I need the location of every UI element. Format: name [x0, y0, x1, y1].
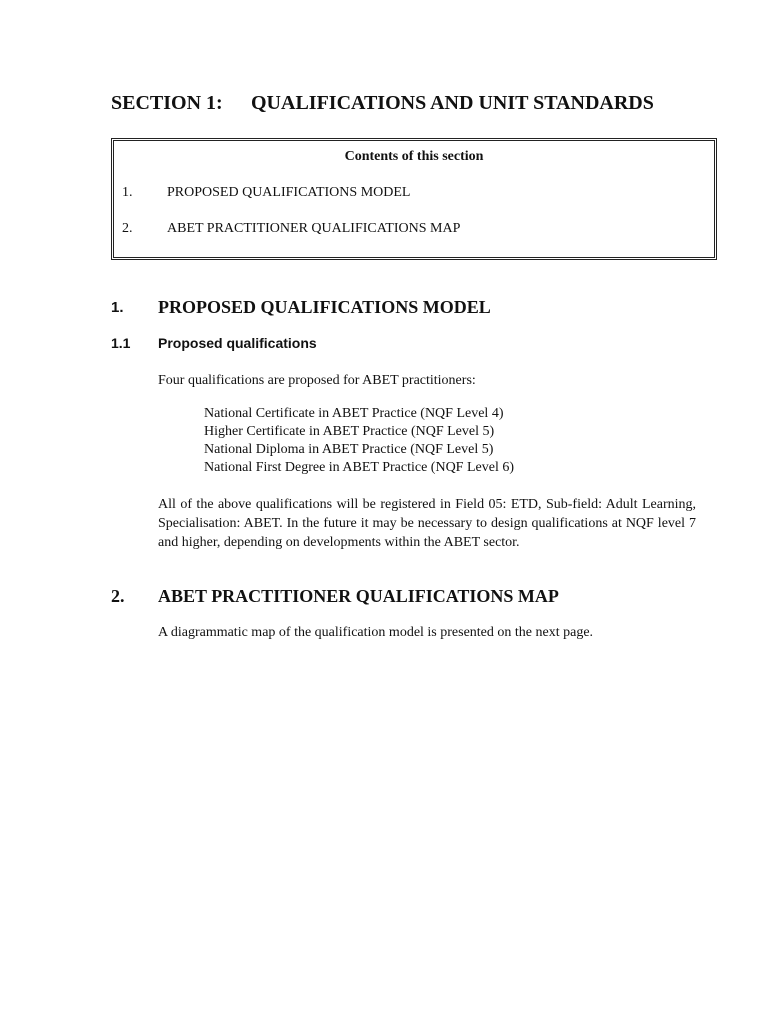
- list-item: Higher Certificate in ABET Practice (NQF Level 5): [204, 424, 495, 439]
- subheading-text: Proposed qualifications: [158, 335, 317, 351]
- registration-paragraph: All of the above qualifications will be registered in Field 05: ETD, Sub-field: Adult Learning, Specialisation: ABET. In the future it may be necessary to design qualifications at NQF level 7 and higher, depending on developments within the ABET sector.: [158, 497, 696, 550]
- heading-number: 2.: [111, 586, 125, 606]
- map-text: A diagrammatic map of the qualification model is presented on the next page.: [158, 625, 594, 640]
- contents-item-number: 2.: [122, 221, 133, 236]
- subheading-proposed-qualifications: [111, 335, 711, 355]
- contents-item-label: ABET PRACTITIONER QUALIFICATIONS MAP: [167, 221, 461, 236]
- contents-item: [122, 185, 410, 201]
- contents-item: [122, 221, 460, 237]
- section-title: [111, 92, 654, 115]
- heading-text: ABET PRACTITIONER QUALIFICATIONS MAP: [158, 586, 559, 606]
- contents-heading: Contents of this section: [344, 149, 484, 164]
- heading-proposed-qualifications-model: [111, 297, 711, 321]
- heading-text: PROPOSED QUALIFICATIONS MODEL: [158, 297, 491, 317]
- list-item: National Diploma in ABET Practice (NQF Level 5): [204, 442, 494, 457]
- qualifications-list: [204, 405, 514, 477]
- heading-number: 1.: [111, 299, 124, 316]
- list-item: National Certificate in ABET Practice (NQF Level 4): [204, 406, 504, 421]
- subheading-number: 1.1: [111, 335, 131, 351]
- contents-box: [111, 138, 717, 260]
- contents-item-number: 1.: [122, 185, 133, 200]
- list-item: National First Degree in ABET Practice (NQF Level 6): [204, 460, 514, 475]
- section-number: SECTION 1:: [111, 92, 223, 114]
- heading-qualifications-map: [111, 586, 711, 610]
- intro-text: Four qualifications are proposed for ABET practitioners:: [158, 373, 476, 388]
- contents-item-label: PROPOSED QUALIFICATIONS MODEL: [167, 185, 411, 200]
- section-title-text: QUALIFICATIONS AND UNIT STANDARDS: [251, 92, 654, 114]
